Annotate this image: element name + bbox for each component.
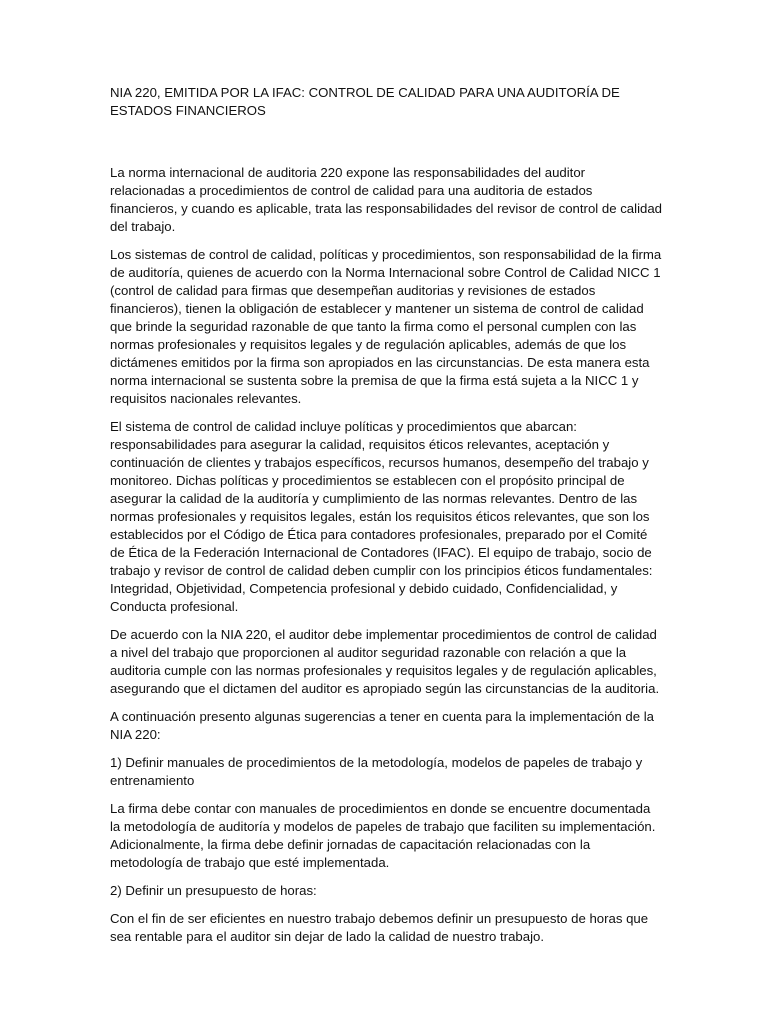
document-page <box>110 84 662 956</box>
paragraph-suggestion-1: La firma debe contar con manuales de procedimientos en donde se encuentre documentada la metodología de auditoría y modelos de papeles de trabajo que faciliten su implementación. Adicionalmente, la firma debe definir jornadas de capacitación relacionadas con la metodología de trabajo que esté implementada. <box>110 801 656 870</box>
paragraph-nia-220-procedures: De acuerdo con la NIA 220, el auditor debe implementar procedimientos de control de calidad a nivel del trabajo que proporcionen al auditor seguridad razonable con relación a que la auditoria cumple con las normas profesionales y requisitos legales y de regulación aplicables, asegurando que el dictamen del auditor es apropiado según las circunstancias de la auditoria. <box>110 627 660 696</box>
heading-suggestion-1: 1) Definir manuales de procedimientos de la metodología, modelos de papeles de trabajo y entrenamiento <box>110 755 643 788</box>
paragraph-suggestions-intro: A continuación presento algunas sugerencias a tener en cuenta para la implementación de la NIA 220: <box>110 709 654 742</box>
document-title: NIA 220, EMITIDA POR LA IFAC: CONTROL DE CALIDAD PARA UNA AUDITORÍA DE ESTADOS FINANCIEROS <box>110 85 620 118</box>
heading-suggestion-2: 2) Definir un presupuesto de horas: <box>110 883 317 898</box>
paragraph-quality-systems: Los sistemas de control de calidad, políticas y procedimientos, son responsabilidad de la firma de auditoría, quienes de acuerdo con la Norma Internacional sobre Control de Calidad NICC 1 (control de calidad para firmas que desempeñan auditorias y revisiones de estados financieros), tienen la obligación de establecer y mantener un sistema de control de calidad que brinde la seguridad razonable de que tanto la firma como el personal cumplen con las normas profesionales y requisitos legales y de regulación aplicables, además de que los dictámenes emitidos por la firma son apropiados en las circunstancias. De esta manera esta norma internacional se sustenta sobre la premisa de que la firma está sujeta a la NICC 1 y requisitos nacionales relevantes. <box>110 247 662 406</box>
paragraph-quality-control-system: El sistema de control de calidad incluye políticas y procedimientos que abarcan: responsabilidades para asegurar la calidad, requisitos éticos relevantes, aceptación y continuación de clientes y trabajos específicos, recursos humanos, desempeño del trabajo y monitoreo. Dichas políticas y procedimientos se establecen con el propósito principal de asegurar la calidad de la auditoría y cumplimiento de las normas relevantes. Dentro de las normas profesionales y requisitos legales, están los requisitos éticos relevantes, que son los establecidos por el Código de Ética para contadores profesionales, preparado por el Comité de Ética de la Federación Internacional de Contadores (IFAC). El equipo de trabajo, socio de trabajo y revisor de control de calidad deben cumplir con los principios éticos fundamentales: Integridad, Objetividad, Competencia profesional y debido cuidado, Confidencialidad, y Conducta profesional. <box>110 419 653 614</box>
paragraph-intro: La norma internacional de auditoria 220 expone las responsabilidades del auditor relacionadas a procedimientos de control de calidad para una auditoria de estados financieros, y cuando es aplicable, trata las responsabilidades del revisor de control de calidad del trabajo. <box>110 165 663 234</box>
paragraph-suggestion-2: Con el fin de ser eficientes en nuestro trabajo debemos definir un presupuesto de horas que sea rentable para el auditor sin dejar de lado la calidad de nuestro trabajo. <box>110 911 649 944</box>
